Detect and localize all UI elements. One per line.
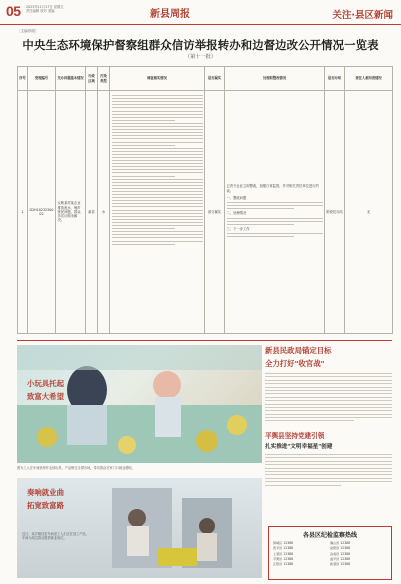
masthead-dateline [26,5,64,14]
header-cell: 是否办结 [325,67,345,91]
directory-title: 各县区纪检监察热线 [302,532,357,539]
directory-entry: 驿城区 12388 [273,541,294,545]
directory-entry: 新蔡县 12388 [330,562,351,567]
feature-2-body [265,454,392,486]
photo-2-caption: 近日，某乡镇扶贫车间里工人们正在加工产品，车间为周边群众提供就业岗位。 [22,532,89,541]
header-cell: 责任人被问责情况 [345,67,393,91]
column-tag: ［主编荐阅］ [17,29,39,33]
header-cell: 序号 [18,67,28,91]
date-line: 2023年11月17日 星期五 [26,5,64,9]
photo-2-title: 奏响就业曲 [27,488,64,497]
handling-step: 三、下一步工作 [226,227,250,232]
closed-status: 阶段性办结 [325,91,345,334]
directory-entry: 西平县 12388 [273,546,294,551]
directory-entry: 上蔡县 12388 [273,551,294,556]
headline: 中央生态环境保护督察组群众信访举报转办和边督边改公开情况一览表 [22,38,379,52]
feature-1-headline-1: 新县民政局锚定目标 [265,346,332,355]
hotline-directory [268,526,392,580]
newspaper-logo: 新县周报 [150,9,190,20]
photo-1-caption-block [27,378,107,402]
feature-2-headline-2: 扎实推进"文明幸福星"创建 [265,444,333,450]
directory-column-right [330,541,387,567]
article-feature-1 [265,345,392,424]
row-index: 1 [18,91,28,334]
header-cell: 处理和整改情况 [225,67,325,91]
table-row [18,91,393,334]
header-cell: 受理编号 [28,67,56,91]
editor-line: 责任编辑 校对 美编 [26,9,55,14]
header-cell: 交办问题基本情况 [56,67,86,91]
headline-subtitle: （第十一批） [184,54,217,60]
investigation-text [110,91,205,334]
header-cell: 行政区域 [86,67,98,91]
issue-summary [56,91,86,334]
table-header-row [18,67,393,91]
photo-2-caption-block [27,487,97,511]
section-divider [17,340,392,341]
accountability: 无 [345,91,393,334]
verified-status: 部分属实 [205,91,225,334]
directory-entry: 正阳县 12388 [273,562,294,567]
region: 新县 [86,91,98,334]
page-number: 05 [6,3,21,19]
directory-entry: 遂平县 12388 [330,556,351,561]
directory-entry: 平舆县 12388 [273,556,294,561]
pollution-type: 水 [98,91,110,334]
photo-1-subtitle: 致富大希望 [27,392,64,401]
disclosure-table [17,66,393,334]
feature-1-headline-2: 全力打好"收官战" [265,359,325,368]
handling-step: 一、整改问题 [226,195,247,200]
feature-1-body [265,373,392,421]
photo-2-subtitle: 拓宽致富路 [27,501,64,510]
directory-entry: 汝南县 12388 [330,551,351,556]
article-feature-2 [265,430,392,488]
issue-summary-text: 反映某村某企业排放废水、噪声扰民问题，群众多次反映未解决。 [57,201,81,223]
toy-factory-photo [17,345,262,463]
directory-column-left [273,541,330,567]
directory-entry: 泌阳县 12388 [330,546,351,551]
header-cell: 污染类型 [98,67,110,91]
toy-factory-illustration [17,345,262,463]
directory-columns [269,539,391,569]
section-title: 关注·县区新闻 [332,10,393,21]
photo-1-caption: 图为工人在车间里制作毛绒玩具，产品销往全国各地，带动群众在家门口就业增收。 [17,466,135,470]
handling-summary: 已责令企业立即整改，加强日常监管，并对相关责任单位进行约谈。 [226,184,319,193]
feature-2-headline-1: 平舆县坚持党建引领 [265,432,325,440]
photo-1-title: 小玩具托起 [27,379,64,388]
handling-text [225,91,325,334]
handling-step: 二、处理情况 [226,211,247,216]
header-cell: 调查核实情况 [110,67,205,91]
header-cell: 是否属实 [205,67,225,91]
directory-entry: 确山县 12388 [330,541,351,545]
receipt-id: D2H1023230002 [28,91,56,334]
